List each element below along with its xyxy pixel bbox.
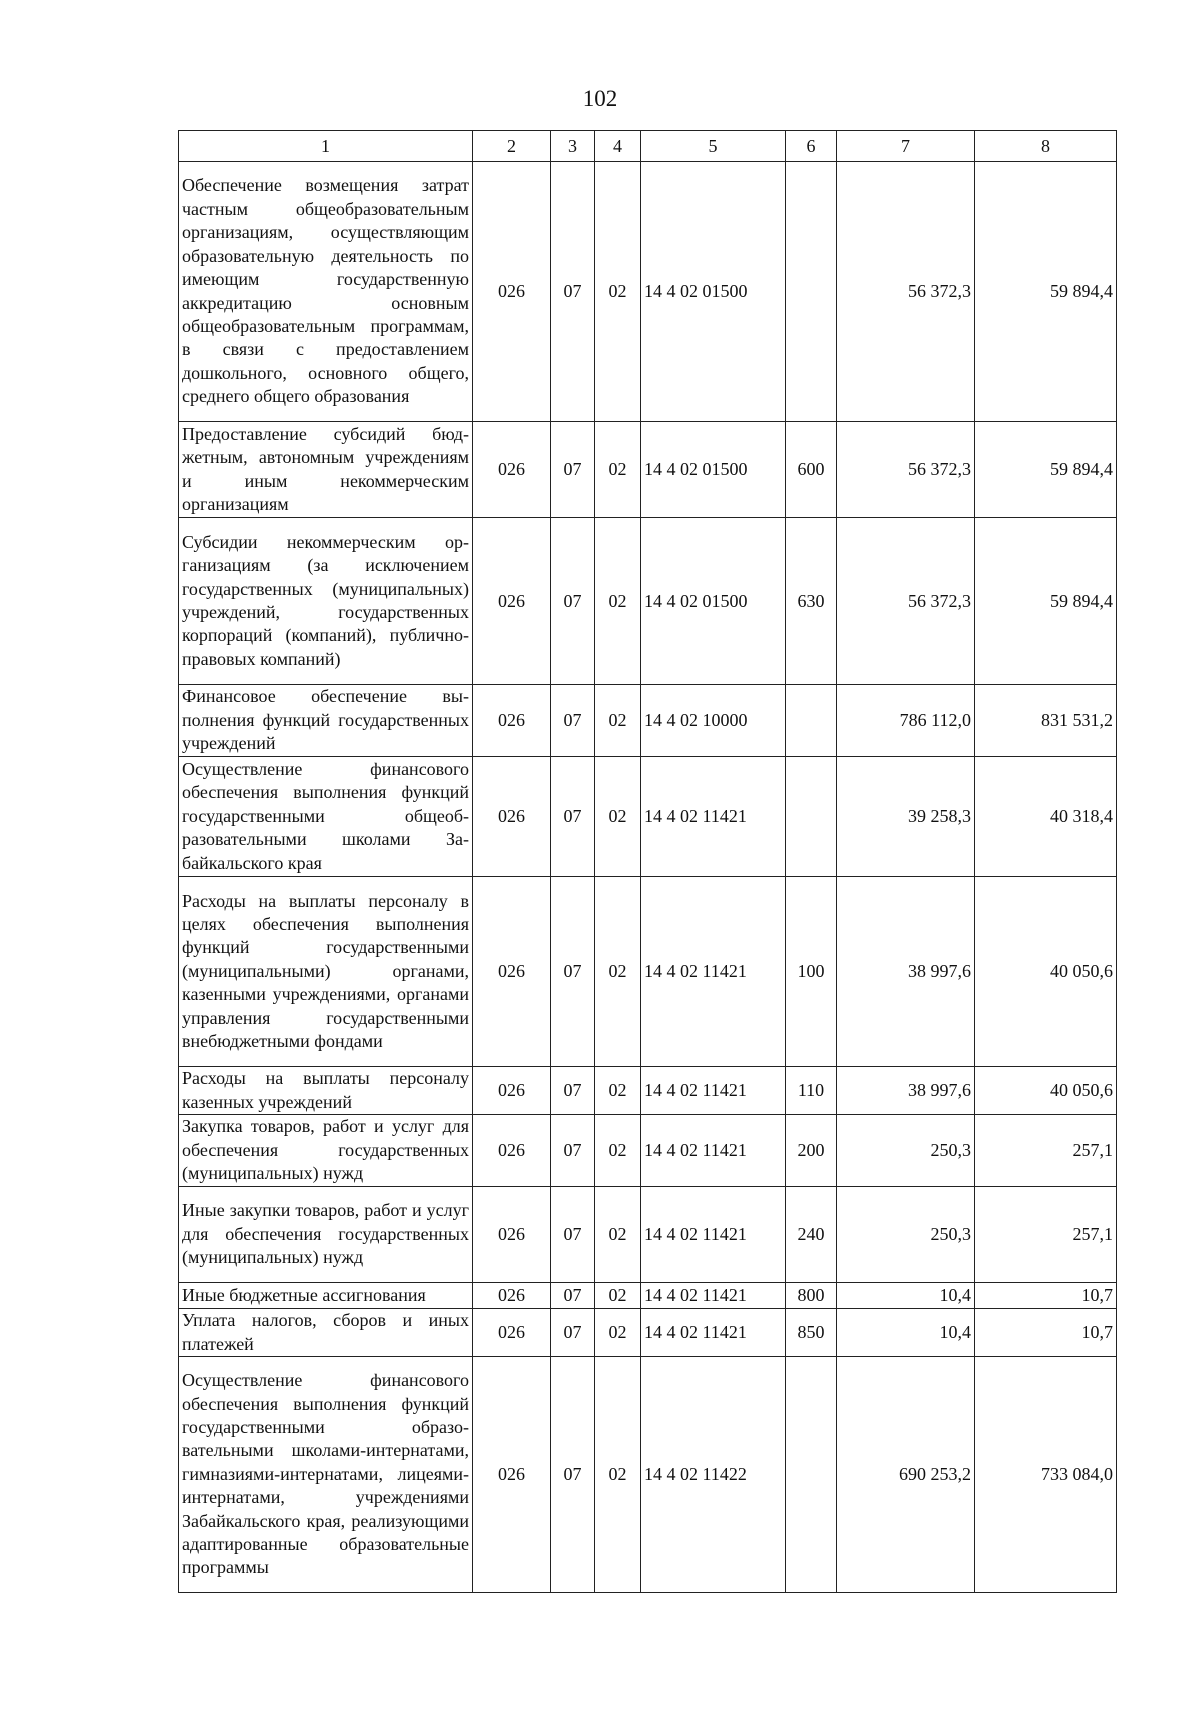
- cell-section: 07: [551, 877, 595, 1067]
- cell-amount-8: 40 318,4: [975, 757, 1117, 877]
- budget-table: [178, 130, 1117, 1593]
- cell-expense-type: 600: [786, 422, 837, 518]
- cell-subsection: 02: [595, 162, 641, 422]
- cell-amount-7: 39 258,3: [837, 757, 975, 877]
- column-header-4: 4: [595, 131, 641, 162]
- row-name: Закупка товаров, работ и услуг для обеспечения государственных (муниципальных) нужд: [179, 1115, 473, 1187]
- column-header-5: 5: [641, 131, 786, 162]
- page-number: 102: [582, 86, 618, 111]
- cell-section: 07: [551, 422, 595, 518]
- cell-amount-8: 40 050,6: [975, 877, 1117, 1067]
- cell-section: 07: [551, 1187, 595, 1283]
- column-header-1: 1: [179, 131, 473, 162]
- row-name: Обеспечение возмещения затрат частным общеобразовательным организациям, осуществляющим образовательную деятельность по имеющим государственную аккредитацию основным общеобразовательным программам, в связи с предоставлением дошкольного, основного общего, среднего общего образования: [179, 162, 473, 422]
- cell-subsection: 02: [595, 422, 641, 518]
- cell-amount-7: 56 372,3: [837, 422, 975, 518]
- row-name: Иные закупки товаров, работ и услуг для обеспечения государственных (муниципальных) нужд: [179, 1187, 473, 1283]
- header-row: [179, 131, 1117, 162]
- table-row: [179, 518, 1117, 685]
- cell-expense-type: 110: [786, 1067, 837, 1115]
- cell-subsection: 02: [595, 757, 641, 877]
- row-name: Субсидии некоммерческим организациям (за исключением государственных (муниципальных) учреждений, государственных корпораций (компаний), публично-правовых компаний): [179, 518, 473, 685]
- cell-admin-code: 026: [473, 518, 551, 685]
- cell-target-code: 14 4 02 11421: [641, 877, 786, 1067]
- cell-section: 07: [551, 1283, 595, 1309]
- cell-amount-7: 56 372,3: [837, 162, 975, 422]
- table-row: [179, 685, 1117, 757]
- cell-amount-8: 10,7: [975, 1309, 1117, 1357]
- table-row: [179, 1187, 1117, 1283]
- cell-admin-code: 026: [473, 1067, 551, 1115]
- cell-expense-type: [786, 1357, 837, 1593]
- row-name: Уплата налогов, сборов и иных платежей: [179, 1309, 473, 1357]
- cell-admin-code: 026: [473, 1309, 551, 1357]
- cell-target-code: 14 4 02 11421: [641, 1283, 786, 1309]
- cell-subsection: 02: [595, 1115, 641, 1187]
- cell-amount-7: 250,3: [837, 1187, 975, 1283]
- column-header-6: 6: [786, 131, 837, 162]
- row-name: Осуществление финансового обеспечения выполнения функций государственными образовательными школами-интернатами, гимназиями-интернатами, лицеями-интернатами, учреждениями Забайкальского края, реализующими адаптированные образовательные программы: [179, 1357, 473, 1593]
- cell-amount-7: 250,3: [837, 1115, 975, 1187]
- column-header-2: 2: [473, 131, 551, 162]
- table-row: [179, 757, 1117, 877]
- cell-section: 07: [551, 685, 595, 757]
- row-name: Осуществление финансового обеспечения выполнения функций государственными общеобразовательными школами Забайкальского края: [179, 757, 473, 877]
- row-name: Расходы на выплаты персоналу в целях обеспечения выполнения функций государственными (муниципальными) органами, казенными учреждениями, органами управления государственными внебюджетными фондами: [179, 877, 473, 1067]
- cell-admin-code: 026: [473, 1187, 551, 1283]
- cell-subsection: 02: [595, 518, 641, 685]
- cell-subsection: 02: [595, 1187, 641, 1283]
- cell-section: 07: [551, 1115, 595, 1187]
- cell-target-code: 14 4 02 01500: [641, 162, 786, 422]
- table-row: [179, 1067, 1117, 1115]
- cell-target-code: 14 4 02 11421: [641, 1309, 786, 1357]
- cell-amount-8: 59 894,4: [975, 518, 1117, 685]
- cell-amount-7: 56 372,3: [837, 518, 975, 685]
- cell-admin-code: 026: [473, 1283, 551, 1309]
- table-row: [179, 162, 1117, 422]
- cell-target-code: 14 4 02 11421: [641, 757, 786, 877]
- cell-amount-8: 257,1: [975, 1115, 1117, 1187]
- row-name: Расходы на выплаты персоналу казенных учреждений: [179, 1067, 473, 1115]
- cell-section: 07: [551, 1357, 595, 1593]
- cell-amount-8: 59 894,4: [975, 422, 1117, 518]
- cell-amount-7: 38 997,6: [837, 877, 975, 1067]
- cell-amount-7: 690 253,2: [837, 1357, 975, 1593]
- cell-admin-code: 026: [473, 162, 551, 422]
- row-name: Финансовое обеспечение выполнения функций государственных учреждений: [179, 685, 473, 757]
- cell-target-code: 14 4 02 11421: [641, 1115, 786, 1187]
- cell-admin-code: 026: [473, 877, 551, 1067]
- cell-admin-code: 026: [473, 1115, 551, 1187]
- cell-target-code: 14 4 02 01500: [641, 422, 786, 518]
- cell-amount-8: 40 050,6: [975, 1067, 1117, 1115]
- cell-target-code: 14 4 02 01500: [641, 518, 786, 685]
- cell-expense-type: 630: [786, 518, 837, 685]
- cell-target-code: 14 4 02 11421: [641, 1187, 786, 1283]
- cell-subsection: 02: [595, 877, 641, 1067]
- cell-admin-code: 026: [473, 685, 551, 757]
- cell-expense-type: [786, 757, 837, 877]
- table-row: [179, 1115, 1117, 1187]
- cell-section: 07: [551, 757, 595, 877]
- cell-expense-type: 200: [786, 1115, 837, 1187]
- cell-subsection: 02: [595, 685, 641, 757]
- column-header-7: 7: [837, 131, 975, 162]
- cell-subsection: 02: [595, 1067, 641, 1115]
- row-name: Предоставление субсидий бюджетным, автономным учреждениям и иным некоммерческим организациям: [179, 422, 473, 518]
- cell-target-code: 14 4 02 10000: [641, 685, 786, 757]
- cell-expense-type: 100: [786, 877, 837, 1067]
- cell-section: 07: [551, 518, 595, 685]
- cell-amount-7: 10,4: [837, 1283, 975, 1309]
- cell-expense-type: [786, 685, 837, 757]
- cell-section: 07: [551, 1309, 595, 1357]
- cell-admin-code: 026: [473, 757, 551, 877]
- table-row: [179, 1283, 1117, 1309]
- row-name: Иные бюджетные ассигнования: [179, 1283, 473, 1309]
- cell-expense-type: 850: [786, 1309, 837, 1357]
- cell-section: 07: [551, 162, 595, 422]
- cell-subsection: 02: [595, 1357, 641, 1593]
- cell-amount-8: 59 894,4: [975, 162, 1117, 422]
- cell-admin-code: 026: [473, 422, 551, 518]
- cell-expense-type: 240: [786, 1187, 837, 1283]
- table-row: [179, 877, 1117, 1067]
- cell-expense-type: 800: [786, 1283, 837, 1309]
- cell-target-code: 14 4 02 11422: [641, 1357, 786, 1593]
- cell-expense-type: [786, 162, 837, 422]
- table-row: [179, 422, 1117, 518]
- table-row: [179, 1357, 1117, 1593]
- cell-target-code: 14 4 02 11421: [641, 1067, 786, 1115]
- cell-amount-8: 10,7: [975, 1283, 1117, 1309]
- table-row: [179, 1309, 1117, 1357]
- cell-admin-code: 026: [473, 1357, 551, 1593]
- cell-amount-7: 38 997,6: [837, 1067, 975, 1115]
- cell-section: 07: [551, 1067, 595, 1115]
- column-header-3: 3: [551, 131, 595, 162]
- cell-amount-7: 786 112,0: [837, 685, 975, 757]
- cell-subsection: 02: [595, 1283, 641, 1309]
- cell-amount-7: 10,4: [837, 1309, 975, 1357]
- cell-subsection: 02: [595, 1309, 641, 1357]
- cell-amount-8: 257,1: [975, 1187, 1117, 1283]
- cell-amount-8: 733 084,0: [975, 1357, 1117, 1593]
- column-header-8: 8: [975, 131, 1117, 162]
- cell-amount-8: 831 531,2: [975, 685, 1117, 757]
